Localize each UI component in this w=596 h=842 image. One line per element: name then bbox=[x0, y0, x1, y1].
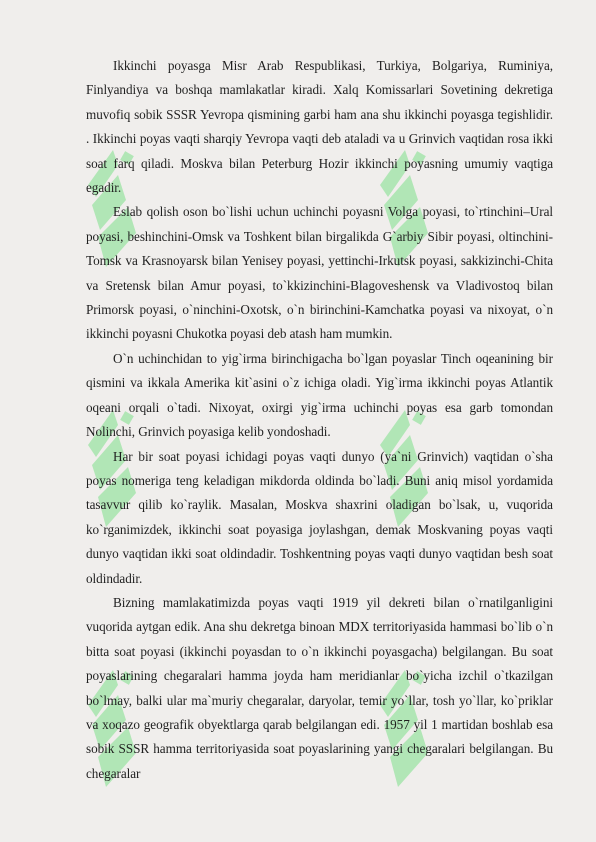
paragraph: Eslab qolish oson bo`lishi uchun uchinchi poyasni Volga poyasi, to`rtinchini–Ural poyasi, beshinchini-Omsk va Toshkent bilan birgalikda G`arbiy Sibir poyasi, oltinchini-Tomsk va Krasnoyarsk bilan Yenisey poyasi, yettinchi-Irkutsk poyasi, sakkizinchi-Chita va Sretensk bilan Amur poyasi, to`kkizinchini-Blagoveshensk va Vladivostoq bilan Primorsk poyasi, o`ninchini-Oxotsk, o`n birinchini-Kamchatka poyasi va nixoyat, o`n ikkinchi poyasni Chukotka poyasi deb atash ham mumkin. bbox=[86, 204, 553, 342]
document-body bbox=[86, 54, 553, 786]
paragraph: O`n uchinchidan to yig`irma birinchigacha bo`lgan poyaslar Tinch oqeanining bir qismini va ikkala Amerika kit`asini o`z ichiga oladi. Yig`irma ikkinchi poyas Atlantik oqeani orqali o`tadi. Nixoyat, oxirgi yig`irma uchinchi poyas esa garb tomondan Nolinchi, Grinvich poyasiga kelib yondoshadi. bbox=[86, 350, 553, 440]
paragraph: Har bir soat poyasi ichidagi poyas vaqti dunyo (ya`ni Grinvich) vaqtidan o`sha poyas nomeriga teng keladigan mikdorda oldinda bo`ladi. Buni aniq misol yordamida tasavvur qilib ko`raylik. Masalan, Moskva shaxrini oladigan bo`lsak, u, vuqorida ko`rganimizdek, ikkinchi soat poyasiga joylashgan, demak Moskvaning poyas vaqti dunyo vaqtidan ikki soat oldindadir. Toshkentning poyas vaqti dunyo vaqtidan besh soat oldindadir. bbox=[86, 448, 553, 586]
paragraph: Bizning mamlakatimizda poyas vaqti 1919 yil dekreti bilan o`rnatilganligini vuqorida aytgan edik. Ana shu dekretga binoan MDX territoriyasida hammasi bo`lib o`n bitta soat poyasi (ikkinchi poyasdan to o`n ikkinchi poyasgacha) belgilangan. Bu soat poyaslarining chegaralari hamma joyda ham meridianlar bo`yicha izchil o`tkazilgan bo`lmay, balki ular ma`muriy chegaralar, daryolar, temir yo`llar, tosh yo`llar, ko`priklar va xoqazo geografik obyektlarga qarab belgilangan edi. 1957 yil 1 martidan boshlab esa sobik SSSR hamma territoriyasida soat poyaslarining yangi chegaralari belgilangan. Bu chegaralar bbox=[86, 594, 553, 781]
paragraph: Ikkinchi poyasga Misr Arab Respublikasi, Turkiya, Bolgariya, Ruminiya, Finlyandiya va boshqa mamlakatlar kiradi. Xalq Komissarlari Sovetining dekretiga muvofiq sobik SSSR Yevropa qismining garbi ham ana shu ikkinchi poyasga tegishlidir. . Ikkinchi poyas vaqti sharqiy Yevropa vaqti deb ataladi va u Grinvich vaqtidan rosa ikki soat farq qiladi. Moskva bilan Peterburg Hozir ikkinchi poyasning umumiy vaqtiga egadir. bbox=[86, 58, 553, 196]
